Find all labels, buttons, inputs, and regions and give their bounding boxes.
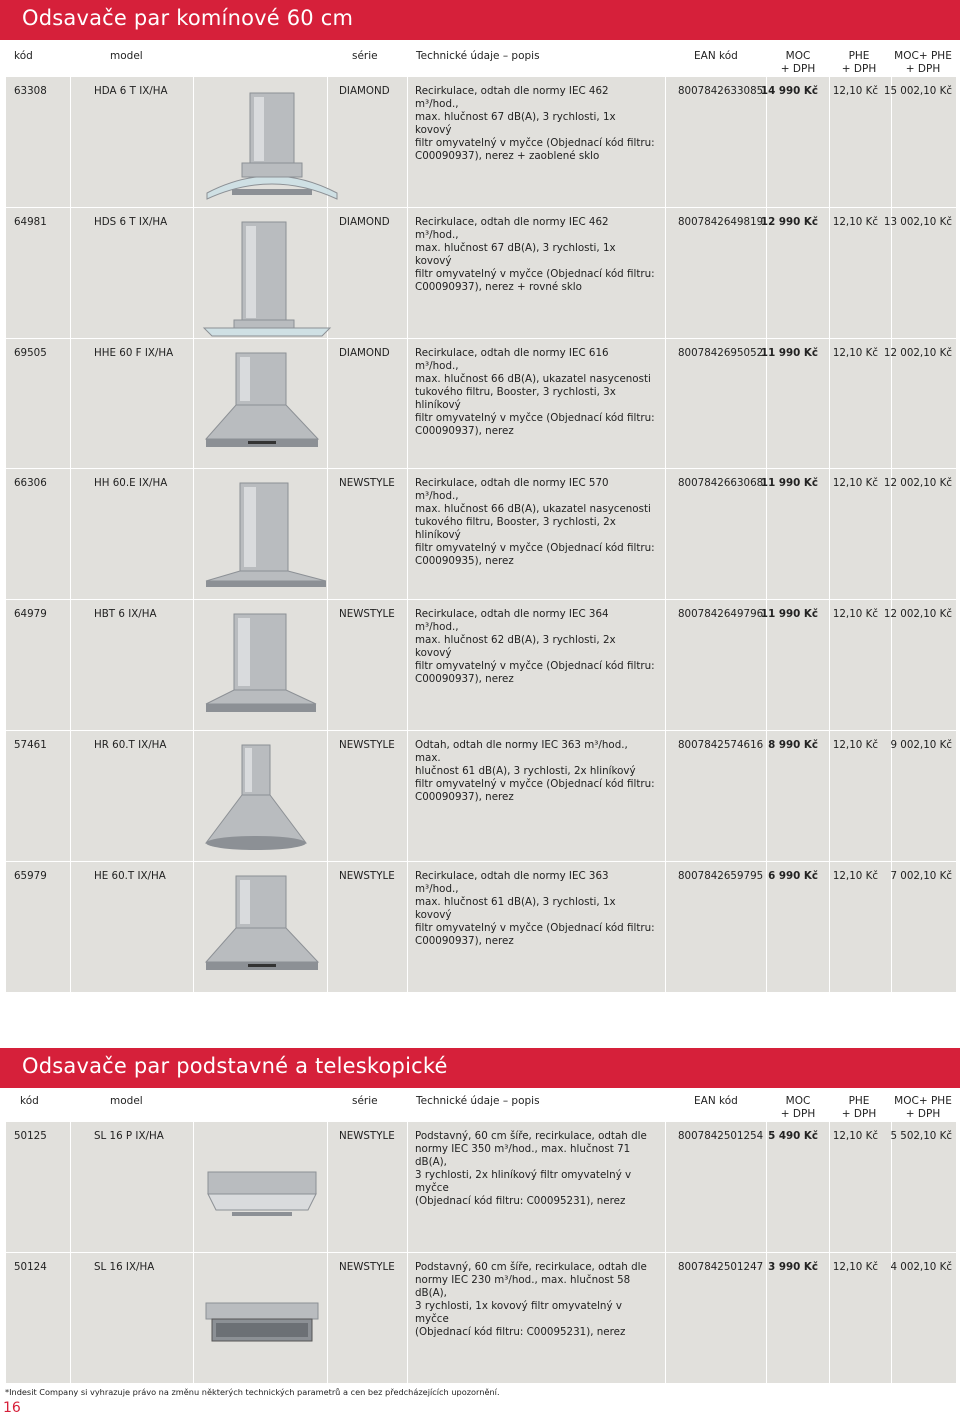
col-mocphe: MOC+ PHE + DPH — [894, 1095, 952, 1120]
price-phe: 12,10 Kč — [832, 477, 878, 490]
price-moc: 3 990 Kč — [768, 1260, 818, 1273]
price-phe: 12,10 Kč — [832, 85, 878, 97]
description-line: filtr omyvatelný v myčce (Objednací kód filtru: — [415, 411, 655, 424]
product-model: HDA 6 T IX/HA — [94, 85, 168, 97]
description-line: max. hlučnost 66 dB(A), ukazatel nasycenosti — [415, 372, 651, 385]
product-series: NEWSTYLE — [339, 477, 395, 490]
product-series: DIAMOND — [339, 85, 390, 97]
price-moc-phe: 12 002,10 Kč — [883, 608, 952, 621]
description-line: Odtah, odtah dle normy IEC 363 m³/hod., max. — [415, 739, 628, 764]
description-line: C00090935), nerez — [415, 555, 514, 568]
table-row — [6, 468, 956, 599]
price-moc: 8 990 Kč — [768, 739, 818, 751]
product-image — [202, 220, 332, 348]
price-moc-phe: 15 002,10 Kč — [883, 85, 952, 97]
ean-code: 8007842633085 — [678, 85, 764, 97]
product-code: 66306 — [14, 477, 47, 490]
description-line: C00090937), nerez — [415, 934, 514, 947]
description-line: max. hlučnost 67 dB(A), 3 rychlosti, 1x kovový — [415, 241, 616, 267]
description-line: Recirkulace, odtah dle normy IEC 570 m³/hod., — [415, 477, 609, 503]
price-moc: 14 990 Kč — [760, 85, 818, 97]
description-line: (Objednací kód filtru: C00095231), nerez — [415, 1195, 626, 1207]
price-phe: 12,10 Kč — [832, 1260, 878, 1273]
description-line: filtr omyvatelný v myčce (Objednací kód filtru: — [415, 542, 655, 555]
description-line: max. hlučnost 66 dB(A), ukazatel nasycenosti — [415, 503, 651, 516]
product-description — [415, 216, 655, 294]
product-code: 57461 — [14, 739, 47, 751]
col-model: model — [110, 50, 143, 62]
product-series: NEWSTYLE — [339, 1130, 395, 1142]
table-row — [6, 730, 956, 861]
col-kod: kód — [14, 50, 33, 62]
product-code: 65979 — [14, 869, 47, 882]
product-code: 69505 — [14, 346, 47, 359]
col-model: model — [110, 1095, 143, 1107]
product-series: DIAMOND — [339, 215, 390, 228]
product-description — [415, 739, 655, 804]
product-image — [202, 89, 342, 213]
product-model: SL 16 IX/HA — [94, 1260, 155, 1273]
col-phe: PHE + DPH — [841, 1095, 877, 1120]
description-line: 3 rychlosti, 2x hliníkový filtr omyvatelný v myčce — [415, 1169, 632, 1194]
product-description — [415, 477, 655, 568]
product-series: NEWSTYLE — [339, 739, 395, 751]
price-moc-phe: 13 002,10 Kč — [883, 215, 952, 228]
price-moc-phe: 7 002,10 Kč — [890, 869, 952, 882]
product-code: 64981 — [14, 215, 47, 228]
product-image — [202, 743, 312, 861]
col-tech: Technické údaje – popis — [416, 1095, 540, 1107]
description-line: max. hlučnost 61 dB(A), 3 rychlosti, 1x kovový — [415, 895, 616, 921]
col-kod: kód — [20, 1095, 39, 1107]
description-line: Podstavný, 60 cm šíře, recirkulace, odtah dle — [415, 1130, 647, 1142]
ean-code: 8007842574616 — [678, 739, 764, 751]
product-model: HDS 6 T IX/HA — [94, 215, 168, 228]
product-image — [202, 1166, 322, 1226]
section-banner — [0, 0, 960, 40]
price-moc-phe: 5 502,10 Kč — [890, 1130, 952, 1142]
description-line: normy IEC 350 m³/hod., max. hlučnost 71 dB(A), — [415, 1143, 631, 1168]
page-number: 16 — [3, 1400, 21, 1416]
product-image — [202, 351, 322, 459]
table-row — [6, 207, 956, 338]
price-phe: 12,10 Kč — [832, 1130, 878, 1142]
price-phe: 12,10 Kč — [832, 739, 878, 751]
col-ean: EAN kód — [694, 50, 738, 62]
product-image — [202, 612, 322, 724]
description-line: tukového filtru, Booster, 3 rychlosti, 2x hliníkový — [415, 516, 616, 542]
product-image — [202, 874, 322, 982]
description-line: max. hlučnost 67 dB(A), 3 rychlosti, 1x kovový — [415, 111, 616, 136]
product-code: 63308 — [14, 85, 47, 97]
product-series: NEWSTYLE — [339, 1260, 395, 1273]
description-line: (Objednací kód filtru: C00095231), nerez — [415, 1325, 626, 1338]
section-banner — [0, 1048, 960, 1088]
section-title: Odsavače par podstavné a teleskopické — [22, 1054, 448, 1078]
description-line: C00090937), nerez — [415, 791, 514, 803]
product-table — [6, 1121, 956, 1383]
product-image — [202, 1297, 322, 1357]
price-moc-phe: 12 002,10 Kč — [883, 477, 952, 490]
price-moc: 6 990 Kč — [768, 869, 818, 882]
description-line: filtr omyvatelný v myčce (Objednací kód filtru: — [415, 137, 655, 149]
product-description — [415, 870, 655, 948]
ean-code: 8007842663068 — [678, 477, 764, 490]
price-moc: 12 990 Kč — [760, 215, 818, 228]
col-serie: série — [352, 1095, 378, 1107]
price-moc: 5 490 Kč — [768, 1130, 818, 1142]
product-description — [415, 347, 655, 438]
description-line: C00090937), nerez — [415, 673, 514, 686]
price-moc-phe: 9 002,10 Kč — [890, 739, 952, 751]
product-series: NEWSTYLE — [339, 608, 395, 621]
product-table — [6, 76, 956, 992]
price-phe: 12,10 Kč — [832, 869, 878, 882]
product-description — [415, 1261, 655, 1339]
description-line: filtr omyvatelný v myčce (Objednací kód filtru: — [415, 660, 655, 673]
description-line: filtr omyvatelný v myčce (Objednací kód filtru: — [415, 267, 655, 280]
table-row — [6, 861, 956, 992]
description-line: Recirkulace, odtah dle normy IEC 363 m³/hod., — [415, 869, 609, 895]
price-moc-phe: 12 002,10 Kč — [883, 346, 952, 359]
table-row — [6, 76, 956, 207]
ean-code: 8007842659795 — [678, 869, 764, 882]
description-line: Recirkulace, odtah dle normy IEC 462 m³/hod., — [415, 215, 609, 241]
col-ean: EAN kód — [694, 1095, 738, 1107]
price-moc: 11 990 Kč — [760, 477, 818, 490]
col-tech: Technické údaje – popis — [416, 50, 540, 62]
table-row — [6, 599, 956, 730]
description-line: normy IEC 230 m³/hod., max. hlučnost 58 dB(A), — [415, 1273, 631, 1299]
section-title: Odsavače par komínové 60 cm — [22, 6, 354, 30]
col-moc: MOC + DPH — [780, 50, 816, 75]
table-row — [6, 338, 956, 469]
product-code: 50125 — [14, 1130, 47, 1142]
price-moc: 11 990 Kč — [760, 608, 818, 621]
product-model: SL 16 P IX/HA — [94, 1130, 164, 1142]
price-phe: 12,10 Kč — [832, 346, 878, 359]
product-model: HH 60.E IX/HA — [94, 477, 168, 490]
ean-code: 8007842649819 — [678, 215, 764, 228]
price-phe: 12,10 Kč — [832, 215, 878, 228]
description-line: 3 rychlosti, 1x kovový filtr omyvatelný v myčce — [415, 1299, 622, 1325]
ean-code: 8007842695052 — [678, 346, 764, 359]
table-row — [6, 1252, 956, 1383]
description-line: Podstavný, 60 cm šíře, recirkulace, odtah dle — [415, 1260, 647, 1273]
product-description — [415, 608, 655, 686]
product-image — [202, 481, 332, 601]
ean-code: 8007842649796 — [678, 608, 764, 621]
description-line: Recirkulace, odtah dle normy IEC 364 m³/hod., — [415, 608, 609, 634]
description-line: C00090937), nerez — [415, 424, 514, 437]
product-model: HR 60.T IX/HA — [94, 739, 167, 751]
description-line: filtr omyvatelný v myčce (Objednací kód filtru: — [415, 921, 655, 934]
price-phe: 12,10 Kč — [832, 608, 878, 621]
product-model: HBT 6 IX/HA — [94, 608, 157, 621]
product-description — [415, 85, 655, 163]
ean-code: 8007842501254 — [678, 1130, 764, 1142]
ean-code: 8007842501247 — [678, 1260, 764, 1273]
product-model: HHE 60 F IX/HA — [94, 346, 174, 359]
description-line: hlučnost 61 dB(A), 3 rychlosti, 2x hliníkový — [415, 765, 636, 777]
description-line: max. hlučnost 62 dB(A), 3 rychlosti, 2x kovový — [415, 634, 616, 660]
price-moc: 11 990 Kč — [760, 346, 818, 359]
footnote: *Indesit Company si vyhrazuje právo na změnu některých technických parametrů a cen bez předcházejících upozornění. — [5, 1387, 500, 1397]
product-code: 50124 — [14, 1260, 47, 1273]
description-line: tukového filtru, Booster, 3 rychlosti, 3x hliníkový — [415, 385, 616, 411]
description-line: filtr omyvatelný v myčce (Objednací kód filtru: — [415, 778, 655, 790]
description-line: Recirkulace, odtah dle normy IEC 462 m³/hod., — [415, 85, 609, 110]
description-line: C00090937), nerez + zaoblené sklo — [415, 150, 600, 162]
col-mocphe: MOC+ PHE + DPH — [894, 50, 952, 75]
product-series: NEWSTYLE — [339, 869, 395, 882]
col-phe: PHE + DPH — [841, 50, 877, 75]
description-line: C00090937), nerez + rovné sklo — [415, 280, 582, 293]
product-model: HE 60.T IX/HA — [94, 869, 166, 882]
product-description — [415, 1130, 655, 1208]
price-moc-phe: 4 002,10 Kč — [890, 1260, 952, 1273]
product-series: DIAMOND — [339, 346, 390, 359]
product-code: 64979 — [14, 608, 47, 621]
col-moc: MOC + DPH — [780, 1095, 816, 1120]
description-line: Recirkulace, odtah dle normy IEC 616 m³/hod., — [415, 346, 609, 372]
col-serie: série — [352, 50, 378, 62]
table-row — [6, 1121, 956, 1252]
